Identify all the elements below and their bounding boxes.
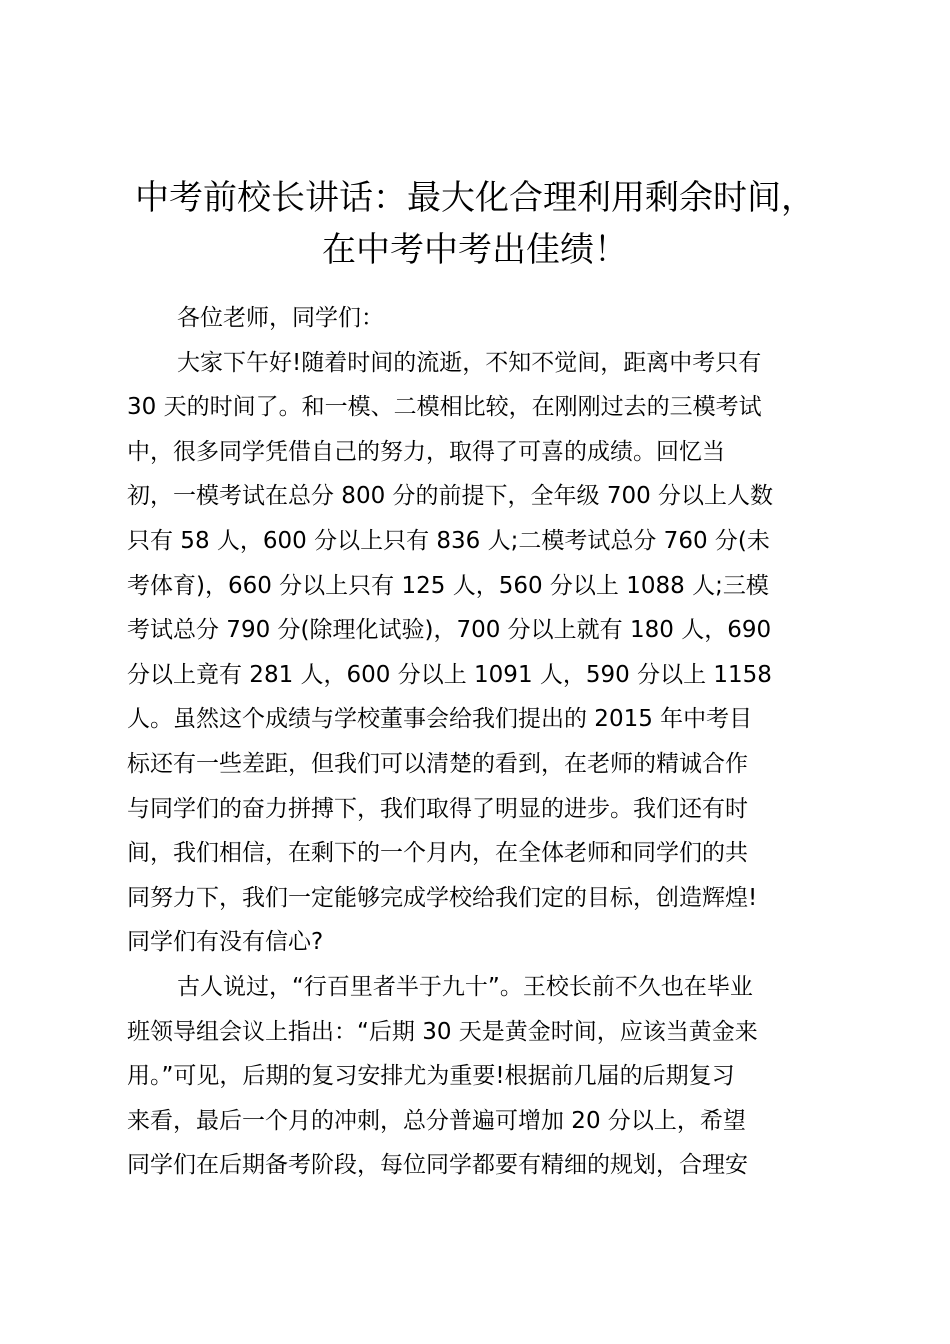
paragraph-line: 用。”可见，后期的复习安排尤为重要!根据前几届的后期复习 xyxy=(127,1063,735,1090)
document-body xyxy=(127,296,839,1188)
paragraph-line: 考试总分 790 分(除理化试验)，700 分以上就有 180 人，690 xyxy=(127,617,772,644)
paragraph-line: 同学们有没有信心? xyxy=(127,929,324,956)
paragraph-line: 大家下午好!随着时间的流逝，不知不觉间，距离中考只有 xyxy=(177,349,762,376)
paragraph-line: 30 天的时间了。和一模、二模相比较，在刚刚过去的三模考试 xyxy=(127,394,762,421)
paragraph-line: 分以上竟有 281 人，600 分以上 1091 人，590 分以上 1158 xyxy=(127,661,772,688)
paragraph-line: 间，我们相信，在剩下的一个月内，在全体老师和同学们的共 xyxy=(127,840,748,867)
paragraph-line: 中，很多同学凭借自己的努力，取得了可喜的成绩。回忆当 xyxy=(127,438,725,465)
paragraph-line: 同努力下，我们一定能够完成学校给我们定的目标，创造辉煌! xyxy=(127,884,758,911)
salutation: 各位老师，同学们： xyxy=(177,305,384,331)
paragraph-line: 考体育)，660 分以上只有 125 人，560 分以上 1088 人;三模 xyxy=(127,572,769,599)
paragraph-line: 同学们在后期备考阶段，每位同学都要有精细的规划，合理安 xyxy=(127,1152,748,1179)
paragraph-line: 初，一模考试在总分 800 分的前提下，全年级 700 分以上人数 xyxy=(127,483,774,510)
paragraph-line: 人。虽然这个成绩与学校董事会给我们提出的 2015 年中考目 xyxy=(127,706,753,733)
document-title xyxy=(100,172,850,276)
paragraph-line: 古人说过，“行百里者半于九十”。王校长前不久也在毕业 xyxy=(177,973,753,1000)
paragraph-line: 只有 58 人，600 分以上只有 836 人;二模考试总分 760 分(未 xyxy=(127,527,770,554)
paragraph-line: 来看，最后一个月的冲刺，总分普遍可增加 20 分以上，希望 xyxy=(127,1107,746,1134)
paragraph-line: 标还有一些差距，但我们可以清楚的看到，在老师的精诚合作 xyxy=(127,750,748,777)
paragraph-line: 与同学们的奋力拼搏下，我们取得了明显的进步。我们还有时 xyxy=(127,795,748,822)
title-line: 在中考中考出佳绩！ xyxy=(322,230,628,270)
paragraph-line: 班领导组会议上指出：“后期 30 天是黄金时间，应该当黄金来 xyxy=(127,1018,758,1045)
title-line: 中考前校长讲话：最大化合理利用剩余时间， xyxy=(135,178,815,218)
